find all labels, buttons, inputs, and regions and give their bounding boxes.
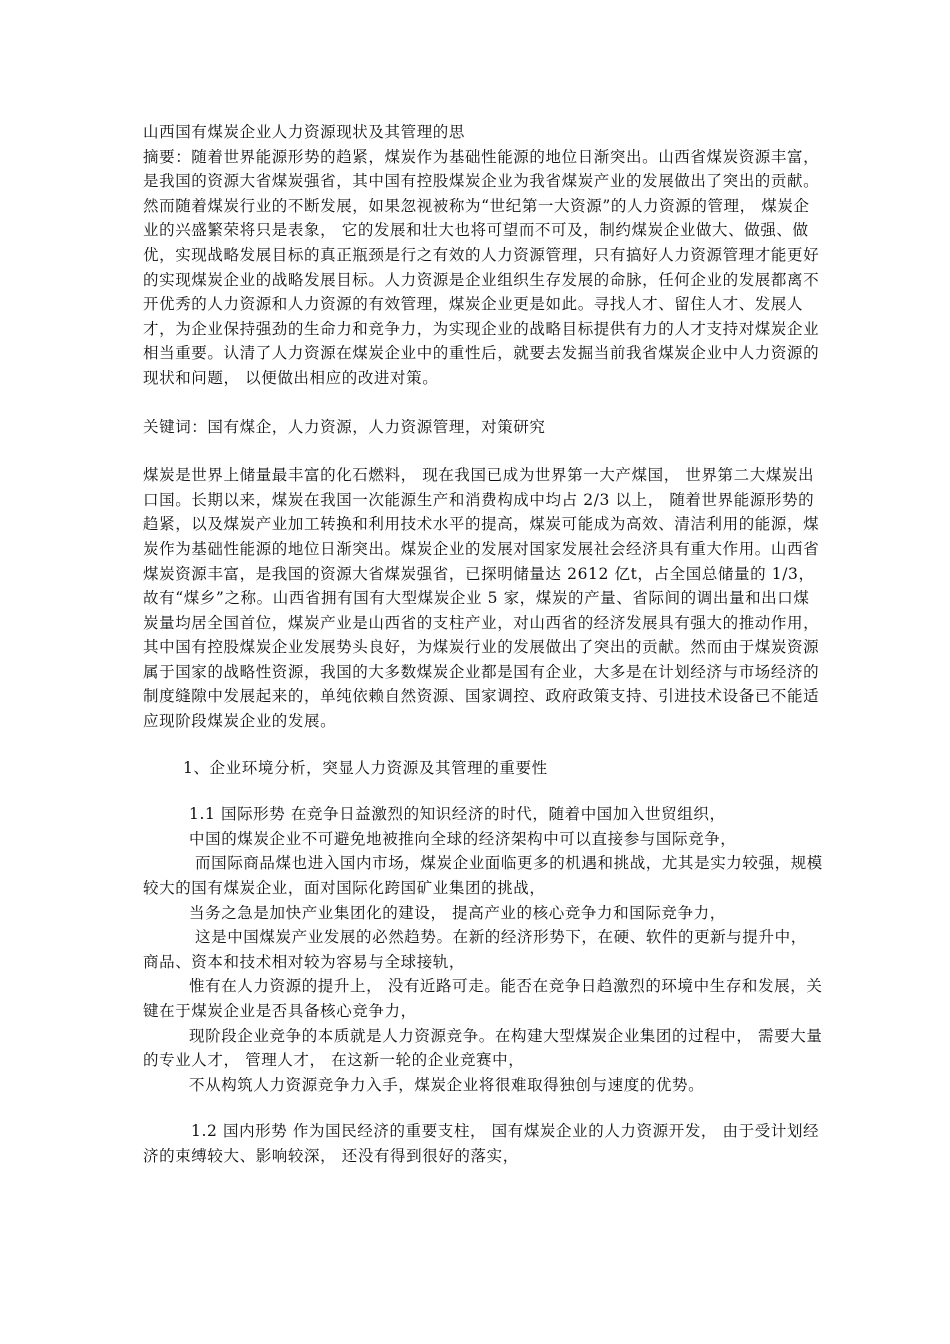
- spacer: [143, 780, 823, 802]
- section-1-1-block: [143, 802, 823, 1097]
- intro-paragraph: 煤炭是世界上储量最丰富的化石燃料， 现在我国已成为世界第一大产煤国， 世界第二大煤炭出口国。长期以来，煤炭在我国一次能源生产和消费构成中均占 2/3 以上， 随着世界能源形势的趋紧，以及煤炭产业加工转换和利用技术水平的提高，煤炭可能成为高效、清洁利用的能源，煤炭作为基础性能源的地位日渐突出。煤炭企业的发展对国家发展社会经济具有重大作用。山西省煤炭资源丰富，是我国的资源大省煤炭强省，已探明储量达 2612 亿t，占全国总储量的 1/3，故有“煤乡”之称。山西省拥有国有大型煤炭企业 5 家，煤炭的产量、省际间的调出量和出口煤炭量均居全国首位，煤炭产业是山西省的支柱产业，对山西省的经济发展具有强大的推动作用，其中国有控股煤炭企业发展势头良好，为煤炭行业的发展做出了突出的贡献。然而由于煤炭资源属于国家的战略性资源，我国的大多数煤炭企业都是国有企业，大多是在计划经济与市场经济的制度缝隙中发展起来的，单纯依赖自然资源、国家调控、政府政策支持、引进技术设备已不能适应现阶段煤炭企业的发展。: [143, 466, 820, 731]
- section-1-1-line: 这是中国煤炭产业发展的必然趋势。在新的经济形势下，在硬、软件的更新与提升中， 商品、资本和技术相对较为容易与全球接轨，: [143, 928, 807, 971]
- section-1-1-line: 现阶段企业竞争的本质就是人力资源竞争。在构建大型煤炭企业集团的过程中， 需要大量的专业人才， 管理人才， 在这新一轮的企业竞赛中，: [143, 1026, 823, 1070]
- section-1-1-line: 1.1 国际形势 在竞争日益激烈的知识经济的时代，随着中国加入世贸组织，: [189, 805, 726, 824]
- document-title: 山西国有煤炭企业人力资源现状及其管理的思: [143, 123, 466, 141]
- spacer: [143, 734, 823, 756]
- section-1-1-line: 不从构筑人力资源竞争力入手，煤炭企业将很难取得独创与速度的优势。: [189, 1075, 705, 1094]
- section-1-1-line: 当务之急是加快产业集团化的建设， 提高产业的核心竞争力和国际竞争力，: [189, 903, 726, 922]
- abstract-paragraph: 摘要：随着世界能源形势的趋紧，煤炭作为基础性能源的地位日渐突出。山西省煤炭资源丰富，是我国的资源大省煤炭强省，其中国有控股煤炭企业为我省煤炭产业的发展做出了突出的贡献。然而随着煤炭行业的不断发展，如果忽视被称为“世纪第一大资源”的人力资源的管理， 煤炭企业的兴盛繁荣将只是表象， 它的发展和壮大也将可望而不可及，制约煤炭企业做大、做强、做优，实现战略发展目标的真正瓶颈是行之有效的人力资源管理，只有搞好人力资源管理才能更好的实现煤炭企业的战略发展目标。人力资源是企业组织生存发展的命脉，任何企业的发展都离不开优秀的人力资源和人力资源的有效管理，煤炭企业更是如此。寻找人才、留住人才、发展人才，为企业保持强劲的生命力和竞争力，为实现企业的战略目标提供有力的人才支持对煤炭企业相当重要。认清了人力资源在煤炭企业中的重性后，就要去发掘当前我省煤炭企业中人力资源的现状和问题， 以便做出相应的改进对策。: [143, 147, 820, 387]
- section-1-1-line: 而国际商品煤也进入国内市场，煤炭企业面临更多的机遇和挑战，尤其是实力较强，规模较大的国有煤炭企业，面对国际化跨国矿业集团的挑战，: [143, 854, 823, 898]
- section-1-1-line: 惟有在人力资源的提升上， 没有近路可走。能否在竞争日趋激烈的环境中生存和发展，关键在于煤炭企业是否具备核心竞争力，: [143, 977, 823, 1020]
- keywords-line: 关键词：国有煤企，人力资源，人力资源管理，对策研究: [143, 417, 546, 436]
- document-page: [143, 120, 823, 1169]
- section-1-2-paragraph: 1.2 国内形势 作为国民经济的重要支柱， 国有煤炭企业的人力资源开发， 由于受计划经济的束缚较大、影响较深， 还没有得到很好的落实，: [143, 1122, 820, 1165]
- section-1-heading: 1、企业环境分析，突显人力资源及其管理的重要性: [183, 758, 548, 777]
- spacer: [143, 391, 823, 415]
- section-1-1-line: 中国的煤炭企业不可避免地被推向全球的经济架构中可以直接参与国际竞争，: [189, 829, 737, 848]
- spacer: [143, 439, 823, 463]
- spacer: [143, 1097, 823, 1119]
